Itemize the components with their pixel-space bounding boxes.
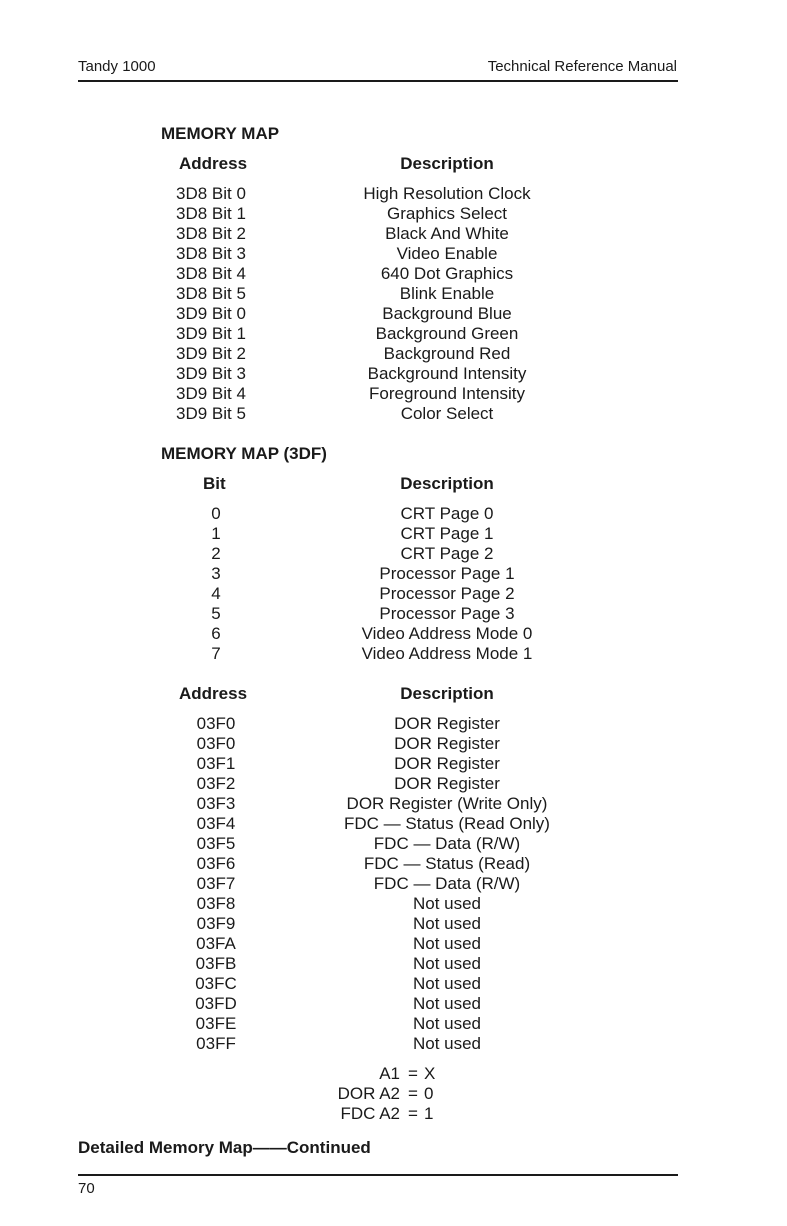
address-cell: 3D8 Bit 1 <box>176 204 246 223</box>
description-cell: CRT Page 0 <box>400 504 494 523</box>
table-row <box>0 714 787 734</box>
bit-cell: 0 <box>211 504 221 523</box>
address-cell: 03FD <box>195 994 237 1013</box>
address-cell: 3D8 Bit 3 <box>176 244 246 263</box>
description-cell: FDC — Status (Read) <box>363 854 531 873</box>
address-cell: 03F2 <box>196 774 236 793</box>
bit-cell: 1 <box>211 524 221 543</box>
table-row <box>0 794 787 814</box>
column-header-description-3df: Description <box>400 474 494 493</box>
equals-sign: = <box>408 1064 418 1083</box>
description-cell: FDC — Status (Read Only) <box>344 814 550 833</box>
table-row <box>0 914 787 934</box>
description-cell: DOR Register (Write Only) <box>346 794 548 813</box>
table-row <box>0 344 787 364</box>
description-cell: Processor Page 2 <box>379 584 515 603</box>
table-row <box>0 324 787 344</box>
description-cell: Background Blue <box>382 304 512 323</box>
address-cell: 03F5 <box>196 834 236 853</box>
table-row <box>0 564 787 584</box>
description-cell: FDC — Data (R/W) <box>373 834 521 853</box>
note-line <box>0 1104 787 1124</box>
description-cell: Processor Page 3 <box>379 604 515 623</box>
address-cell: 3D9 Bit 5 <box>176 404 246 423</box>
bit-cell: 6 <box>211 624 221 643</box>
table-row <box>0 754 787 774</box>
address-cell: 03F0 <box>196 714 236 733</box>
description-cell: Background Red <box>383 344 511 363</box>
description-cell: Foreground Intensity <box>369 384 525 403</box>
description-cell: DOR Register <box>394 774 500 793</box>
address-cell: 3D9 Bit 1 <box>176 324 246 343</box>
table-row <box>0 404 787 424</box>
description-cell: CRT Page 2 <box>400 544 494 563</box>
address-cell: 03F1 <box>196 754 236 773</box>
address-cell: 3D8 Bit 5 <box>176 284 246 303</box>
note-value: X <box>424 1064 436 1083</box>
note-value: 1 <box>424 1104 434 1123</box>
address-cell: 3D9 Bit 0 <box>176 304 246 323</box>
description-cell: CRT Page 1 <box>400 524 494 543</box>
column-header-bit: Bit <box>203 474 226 493</box>
note-label: DOR A2 <box>337 1084 400 1103</box>
table-row <box>0 624 787 644</box>
running-header-left: Tandy 1000 <box>78 58 156 75</box>
description-cell: FDC — Data (R/W) <box>373 874 521 893</box>
description-cell: Background Intensity <box>367 364 527 383</box>
table-row <box>0 244 787 264</box>
address-cell: 03FA <box>196 934 236 953</box>
table-row <box>0 814 787 834</box>
table-row <box>0 644 787 664</box>
address-cell: 3D9 Bit 3 <box>176 364 246 383</box>
description-cell: Not used <box>412 1014 482 1033</box>
description-cell: Not used <box>412 894 482 913</box>
note-label: FDC A2 <box>340 1104 400 1123</box>
table-row <box>0 734 787 754</box>
bit-cell: 5 <box>211 604 221 623</box>
equals-sign: = <box>408 1084 418 1103</box>
note-label: A1 <box>379 1064 400 1083</box>
table-row <box>0 204 787 224</box>
address-cell: 03F7 <box>196 874 236 893</box>
table-row <box>0 264 787 284</box>
address-cell: 03FF <box>196 1034 236 1053</box>
table-row <box>0 504 787 524</box>
address-cell: 03FE <box>195 1014 237 1033</box>
address-cell: 03F6 <box>196 854 236 873</box>
bit-cell: 4 <box>211 584 221 603</box>
description-cell: Video Address Mode 0 <box>361 624 533 643</box>
table-row <box>0 384 787 404</box>
table-row <box>0 854 787 874</box>
footer-rule <box>78 1174 678 1176</box>
table-row <box>0 524 787 544</box>
table-row <box>0 994 787 1014</box>
description-cell: Not used <box>412 914 482 933</box>
section-title-memory-map: MEMORY MAP <box>161 124 280 143</box>
bit-cell: 2 <box>211 544 221 563</box>
address-cell: 3D9 Bit 2 <box>176 344 246 363</box>
column-header-address: Address <box>179 154 248 173</box>
description-cell: Not used <box>412 994 482 1013</box>
address-cell: 3D8 Bit 4 <box>176 264 246 283</box>
address-cell: 03FC <box>195 974 237 993</box>
column-header-description: Description <box>400 154 494 173</box>
address-cell: 3D9 Bit 4 <box>176 384 246 403</box>
column-header-description-ports: Description <box>400 684 494 703</box>
description-cell: Graphics Select <box>387 204 507 223</box>
address-cell: 03F4 <box>196 814 236 833</box>
column-header-address-ports: Address <box>179 684 248 703</box>
description-cell: Not used <box>412 934 482 953</box>
address-cell: 3D8 Bit 0 <box>176 184 246 203</box>
figure-caption: Detailed Memory Map——Continued <box>78 1138 371 1157</box>
table-row <box>0 1034 787 1054</box>
table-row <box>0 604 787 624</box>
table-row <box>0 544 787 564</box>
address-cell: 03FB <box>195 954 237 973</box>
description-cell: Not used <box>412 1034 482 1053</box>
description-cell: Black And White <box>385 224 509 243</box>
description-cell: DOR Register <box>394 734 500 753</box>
running-header-right: Technical Reference Manual <box>487 58 677 75</box>
table-row <box>0 284 787 304</box>
note-line <box>0 1084 787 1104</box>
description-cell: Video Enable <box>396 244 498 263</box>
description-cell: Video Address Mode 1 <box>361 644 533 663</box>
description-cell: High Resolution Clock <box>363 184 531 203</box>
address-cell: 03F0 <box>196 734 236 753</box>
address-cell: 3D8 Bit 2 <box>176 224 246 243</box>
description-cell: Background Green <box>375 324 519 343</box>
description-cell: Blink Enable <box>399 284 495 303</box>
bit-cell: 7 <box>211 644 221 663</box>
header-rule <box>78 80 678 82</box>
description-cell: DOR Register <box>394 754 500 773</box>
table-row <box>0 584 787 604</box>
table-row <box>0 894 787 914</box>
address-cell: 03F8 <box>196 894 236 913</box>
description-cell: Processor Page 1 <box>379 564 515 583</box>
table-row <box>0 224 787 244</box>
table-row <box>0 934 787 954</box>
page-number: 70 <box>78 1180 95 1197</box>
equals-sign: = <box>408 1104 418 1123</box>
description-cell: Color Select <box>400 404 494 423</box>
table-row <box>0 364 787 384</box>
table-row <box>0 774 787 794</box>
description-cell: 640 Dot Graphics <box>380 264 514 283</box>
table-row <box>0 1014 787 1034</box>
note-value: 0 <box>424 1084 434 1103</box>
table-row <box>0 974 787 994</box>
description-cell: Not used <box>412 974 482 993</box>
table-row <box>0 874 787 894</box>
section-title-memory-map-3df: MEMORY MAP (3DF) <box>161 444 327 463</box>
description-cell: Not used <box>412 954 482 973</box>
bit-cell: 3 <box>211 564 221 583</box>
table-row <box>0 184 787 204</box>
table-row <box>0 834 787 854</box>
table-row <box>0 304 787 324</box>
address-cell: 03F3 <box>196 794 236 813</box>
table-row <box>0 954 787 974</box>
address-cell: 03F9 <box>196 914 236 933</box>
note-line <box>0 1064 787 1084</box>
description-cell: DOR Register <box>394 714 500 733</box>
